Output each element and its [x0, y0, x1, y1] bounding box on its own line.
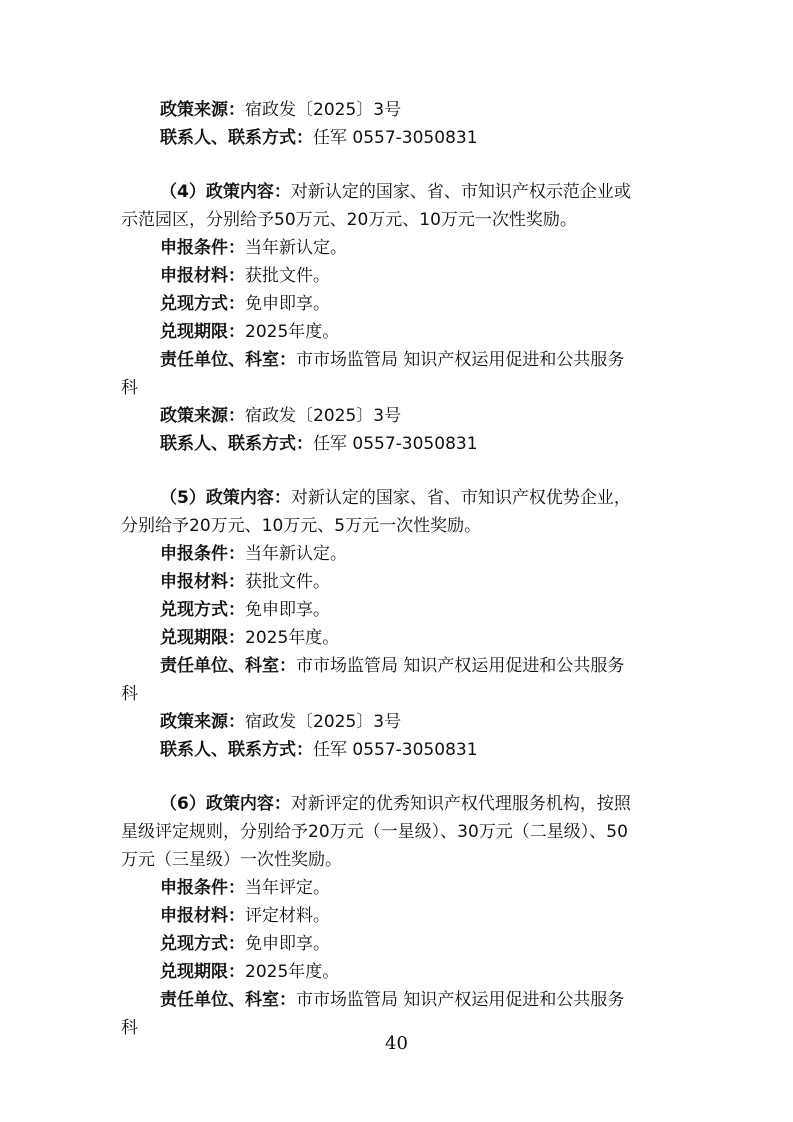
policy-content: [160, 182, 631, 202]
policy-content-continued: 万元（三星级）一次性奖励。: [121, 850, 342, 870]
apply-condition-value: 当年新认定。: [245, 544, 347, 564]
policy-source-value: 宿政发〔2025〕3号: [245, 100, 402, 120]
apply-materials-label: 申报材料：: [160, 906, 245, 926]
redeem-method-value: 免申即享。: [245, 934, 330, 954]
redeem-period-value: 2025年度。: [245, 628, 340, 648]
policy-source: [160, 100, 401, 120]
responsible-unit-continued: 科: [121, 1018, 138, 1038]
responsible-unit: [160, 656, 624, 676]
contact-label: 联系人、联系方式：: [160, 740, 313, 760]
apply-condition-label: 申报条件：: [160, 878, 245, 898]
redeem-period: [160, 962, 339, 982]
contact-info: [160, 740, 478, 760]
apply-materials: [160, 906, 330, 926]
apply-materials-label: 申报材料：: [160, 266, 245, 286]
redeem-method: [160, 600, 330, 620]
policy-source-value: 宿政发〔2025〕3号: [245, 712, 402, 732]
redeem-period-label: 兑现期限：: [160, 628, 245, 648]
redeem-method-label: 兑现方式：: [160, 294, 245, 314]
item-number: （5）: [160, 488, 206, 508]
policy-content: [160, 488, 631, 508]
contact-label: 联系人、联系方式：: [160, 434, 313, 454]
apply-materials: [160, 266, 330, 286]
policy-source-label: 政策来源：: [160, 406, 245, 426]
apply-condition: [160, 878, 330, 898]
redeem-period-value: 2025年度。: [245, 322, 340, 342]
policy-content-label: 政策内容：: [205, 488, 291, 508]
redeem-period-label: 兑现期限：: [160, 962, 245, 982]
apply-materials-label: 申报材料：: [160, 572, 245, 592]
redeem-period-label: 兑现期限：: [160, 322, 245, 342]
responsible-unit-value: 市市场监管局 知识产权运用促进和公共服务: [296, 990, 625, 1010]
apply-condition: [160, 238, 347, 258]
apply-materials-value: 评定材料。: [245, 906, 330, 926]
item-number: （4）: [160, 182, 206, 202]
redeem-method-label: 兑现方式：: [160, 600, 245, 620]
responsible-unit-value: 市市场监管局 知识产权运用促进和公共服务: [296, 350, 625, 370]
responsible-unit-continued: 科: [121, 684, 138, 704]
redeem-period-value: 2025年度。: [245, 962, 340, 982]
responsible-unit: [160, 350, 624, 370]
page-number: 40: [385, 1033, 408, 1054]
responsible-unit-continued: 科: [121, 378, 138, 398]
responsible-unit-value: 市市场监管局 知识产权运用促进和公共服务: [296, 656, 625, 676]
policy-source-label: 政策来源：: [160, 712, 245, 732]
contact-value: 任军 0557-3050831: [313, 434, 478, 454]
policy-content-text: 对新评定的优秀知识产权代理服务机构，按照: [290, 794, 631, 814]
responsible-unit: [160, 990, 624, 1010]
responsible-unit-label: 责任单位、科室：: [160, 990, 296, 1010]
redeem-method: [160, 934, 330, 954]
redeem-method-label: 兑现方式：: [160, 934, 245, 954]
policy-content-continued: 示范园区，分别给予50万元、20万元、10万元一次性奖励。: [121, 210, 577, 230]
responsible-unit-label: 责任单位、科室：: [160, 350, 296, 370]
redeem-method: [160, 294, 330, 314]
apply-condition: [160, 544, 347, 564]
policy-content-text: 对新认定的国家、省、市知识产权优势企业，: [290, 488, 631, 508]
contact-info: [160, 128, 478, 148]
policy-content-text: 对新认定的国家、省、市知识产权示范企业或: [290, 182, 631, 202]
policy-content: [160, 794, 631, 814]
contact-label: 联系人、联系方式：: [160, 128, 313, 148]
policy-content-label: 政策内容：: [205, 182, 291, 202]
redeem-period: [160, 628, 339, 648]
item-number: （6）: [160, 794, 206, 814]
apply-condition-label: 申报条件：: [160, 238, 245, 258]
policy-content-label: 政策内容：: [205, 794, 291, 814]
contact-value: 任军 0557-3050831: [313, 740, 478, 760]
policy-source: [160, 406, 401, 426]
apply-condition-value: 当年新认定。: [245, 238, 347, 258]
contact-info: [160, 434, 478, 454]
apply-condition-value: 当年评定。: [245, 878, 330, 898]
policy-source-value: 宿政发〔2025〕3号: [245, 406, 402, 426]
apply-condition-label: 申报条件：: [160, 544, 245, 564]
apply-materials-value: 获批文件。: [245, 266, 330, 286]
policy-source: [160, 712, 401, 732]
policy-content-continued: 分别给予20万元、10万元、5万元一次性奖励。: [121, 516, 482, 536]
apply-materials-value: 获批文件。: [245, 572, 330, 592]
redeem-period: [160, 322, 339, 342]
responsible-unit-label: 责任单位、科室：: [160, 656, 296, 676]
redeem-method-value: 免申即享。: [245, 600, 330, 620]
redeem-method-value: 免申即享。: [245, 294, 330, 314]
contact-value: 任军 0557-3050831: [313, 128, 478, 148]
apply-materials: [160, 572, 330, 592]
policy-source-label: 政策来源：: [160, 100, 245, 120]
policy-content-continued: 星级评定规则，分别给予20万元（一星级）、30万元（二星级）、50: [121, 822, 628, 842]
